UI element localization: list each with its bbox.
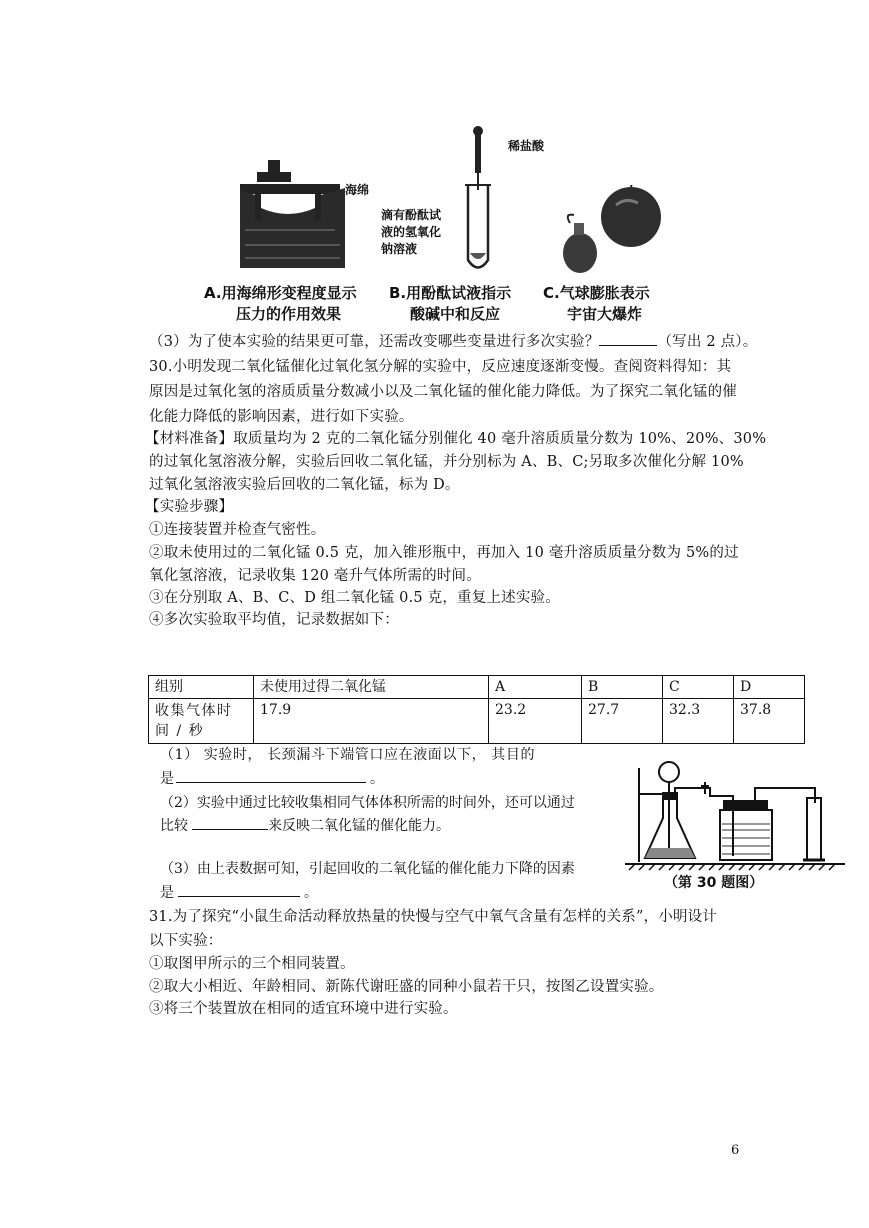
figure-c-label-1: C.气球膨胀表示: [543, 284, 650, 302]
table-header-cell: C: [663, 676, 734, 699]
table-header-cell: A: [489, 676, 582, 699]
q3-answer-blank[interactable]: [178, 882, 300, 897]
p30-line-10: 氧化氢溶液，记录收集 120 毫升气体所需的时间。: [149, 568, 481, 584]
phenol-tag-3: 钠溶液: [381, 242, 418, 256]
p31-line-3: ①取图甲所示的三个相同装置。: [149, 956, 355, 972]
figure-c-label-2: 宇宙大爆炸: [567, 305, 643, 323]
q3-blank[interactable]: [599, 331, 657, 346]
p30-line-2: 原因是过氧化氢的溶质质量分数减小以及二氧化锰的催化能力降低。为了探究二氧化锰的催: [149, 384, 737, 400]
sponge-tag: 海绵: [345, 183, 370, 197]
p30-line-3: 化能力降低的影响因素，进行如下实验。: [149, 409, 414, 425]
figure-a-label-2: 压力的作用效果: [236, 305, 342, 323]
q3-line: （3）为了使本实验的结果更可靠，还需改变哪些变量进行多次实验？ （写出 2 点）。: [149, 331, 757, 353]
table-header-cell: 组别: [149, 676, 254, 699]
table-row-label: 收集气体时 间 / 秒: [149, 699, 254, 744]
q3-line-b: 是 。: [160, 882, 318, 904]
q2-line-a: （2）实验中通过比较收集相同气体体积所需的时间外，还可以通过: [160, 795, 575, 811]
p31-line-5: ③将三个装置放在相同的适宜环境中进行实验。: [149, 1001, 458, 1017]
q2-blank[interactable]: [192, 815, 268, 830]
table-row: [149, 699, 805, 744]
phenol-tag-1: 滴有酚酞试: [381, 208, 442, 222]
p30-line-1: 30.小明发现二氧化锰催化过氧化氢分解的实验中，反应速度逐渐变慢。查阅资料得知：其: [149, 359, 732, 375]
table-cell: 17.9: [254, 699, 489, 744]
table-header-cell: 未使用过得二氧化锰: [254, 676, 489, 699]
table-header-cell: B: [582, 676, 663, 699]
page-number: 6: [731, 1143, 740, 1158]
table-cell: 27.7: [582, 699, 663, 744]
table-header-cell: D: [734, 676, 805, 699]
p30-line-5: 的过氧化氢溶液分解，实验后回收二氧化锰，并分别标为 A、B、C;另取多次催化分解 10%: [149, 454, 744, 470]
figure-b-label-1: B.用酚酞试液指示: [389, 284, 512, 302]
balloon-figure: [556, 185, 666, 280]
q1-line-b: 是 。: [160, 768, 384, 790]
p30-line-4: 【材料准备】取质量均为 2 克的二氧化锰分别催化 40 毫升溶质质量分数为 10%、20%、30%: [145, 431, 767, 447]
p31-line-2: 以下实验：: [149, 933, 223, 949]
p31-line-4: ②取大小相近、年龄相同、新陈代谢旺盛的同种小鼠若干只，按图乙设置实验。: [149, 979, 664, 995]
q1-line-a: （1） 实验时， 长颈漏斗下端管口应在液面以下， 其目的: [160, 747, 536, 763]
p30-line-11: ③在分别取 A、B、C、D 组二氧化锰 0.5 克，重复上述实验。: [149, 590, 560, 606]
apparatus-figure: [625, 758, 845, 873]
data-table: [148, 675, 805, 744]
figure-a-label-1: A.用海绵形变程度显示: [204, 284, 357, 302]
test-tube-figure: [450, 125, 510, 280]
table-cell: 37.8: [734, 699, 805, 744]
q2-line-b: 比较 来反映二氧化锰的催化能力。: [160, 815, 450, 837]
p30-line-9: ②取未使用过的二氧化锰 0.5 克，加入锥形瓶中，再加入 10 毫升溶质质量分数为 5%的过: [149, 545, 739, 561]
table-cell: 32.3: [663, 699, 734, 744]
q3-line-a: （3）由上表数据可知，引起回收的二氧化锰的催化能力下降的因素: [160, 861, 575, 877]
phenol-tag-2: 液的氢氧化: [381, 225, 442, 239]
p31-line-1: 31.为了探究“小鼠生命活动释放热量的快慢与空气中氧气含量有怎样的关系”，小明设计: [149, 909, 718, 925]
p30-line-6: 过氧化氢溶液实验后回收的二氧化锰，标为 D。: [149, 477, 460, 493]
table-header-row: [149, 676, 805, 699]
q1-blank[interactable]: [176, 768, 366, 783]
p30-line-7: 【实验步骤】: [145, 499, 234, 515]
sponge-figure: [235, 150, 365, 280]
table-cell: 23.2: [489, 699, 582, 744]
figure-30-caption: （第 30 题图）: [664, 875, 764, 891]
p30-line-8: ①连接装置并检查气密性。: [149, 522, 326, 538]
figure-b-label-2: 酸碱中和反应: [410, 305, 501, 323]
p30-line-12: ④多次实验取平均值，记录数据如下：: [149, 612, 399, 628]
hcl-tag: 稀盐酸: [508, 139, 545, 153]
